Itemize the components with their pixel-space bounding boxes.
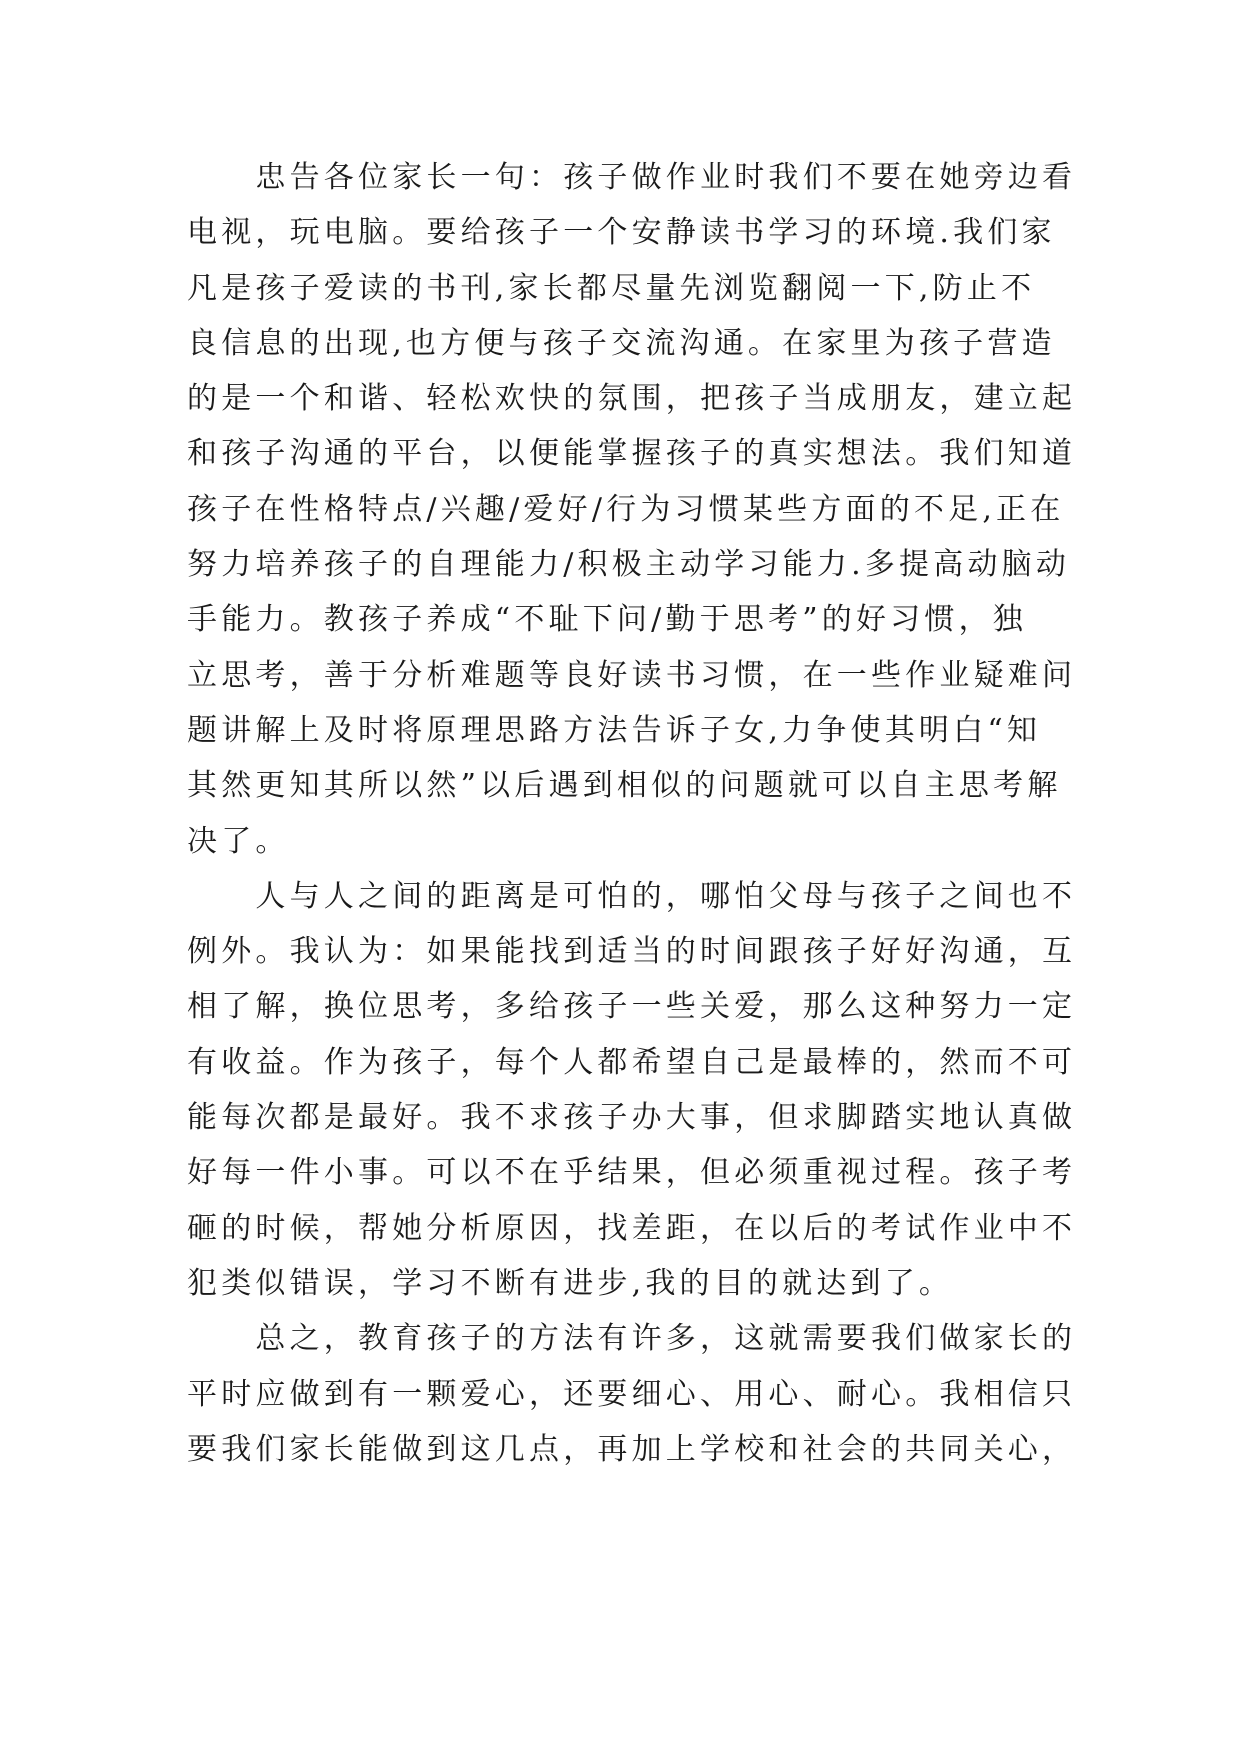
text-line: 砸的时候，帮她分析原因，找差距，在以后的考试作业中不	[187, 1210, 1077, 1246]
text-line: 要我们家长能做到这几点，再加上学校和社会的共同关心，	[187, 1431, 1077, 1467]
text-line: 立思考，善于分析难题等良好读书习惯，在一些作业疑难问	[187, 657, 1077, 693]
text-line: 有收益。作为孩子，每个人都希望自己是最棒的，然而不可	[187, 1044, 1077, 1080]
text-line: 忠告各位家长一句：孩子做作业时我们不要在她旁边看	[187, 160, 1077, 195]
text-line: 能每次都是最好。我不求孩子办大事，但求脚踏实地认真做	[187, 1100, 1077, 1136]
text-line: 的是一个和谐、轻松欢快的氛围，把孩子当成朋友，建立起	[187, 381, 1077, 417]
text-line: 孩子在性格特点/兴趣/爱好/行为习惯某些方面的不足,正在	[187, 491, 1065, 527]
text-line: 题讲解上及时将原理思路方法告诉子女,力争使其明白“知	[187, 712, 1042, 748]
text-line: 人与人之间的距离是可怕的，哪怕父母与孩子之间也不	[187, 878, 1077, 914]
text-line: 好每一件小事。可以不在乎结果，但必须重视过程。孩子考	[187, 1155, 1077, 1191]
body-text	[187, 150, 1077, 1477]
text-line: 手能力。教孩子养成“不耻下问/勤于思考”的好习惯，独	[187, 602, 1027, 638]
text-line: 总之，教育孩子的方法有许多，这就需要我们做家长的	[187, 1321, 1077, 1357]
text-line: 犯类似错误，学习不断有进步,我的目的就达到了。	[187, 1265, 954, 1301]
text-line: 和孩子沟通的平台，以便能掌握孩子的真实想法。我们知道	[187, 436, 1077, 472]
text-line: 良信息的出现,也方便与孩子交流沟通。在家里为孩子营造	[187, 325, 1056, 361]
text-line: 其然更知其所以然”以后遇到相似的问题就可以自主思考解	[187, 768, 1062, 804]
text-line: 例外。我认为：如果能找到适当的时间跟孩子好好沟通，互	[187, 934, 1077, 970]
text-line: 凡是孩子爱读的书刊,家长都尽量先浏览翻阅一下,防止不	[187, 270, 1036, 306]
text-line: 平时应做到有一颗爱心，还要细心、用心、耐心。我相信只	[187, 1376, 1077, 1412]
text-line: 努力培养孩子的自理能力/积极主动学习能力.多提高动脑动	[187, 547, 1071, 583]
text-line: 相了解，换位思考，多给孩子一些关爱，那么这种努力一定	[187, 989, 1077, 1025]
text-line: 电视，玩电脑。要给孩子一个安静读书学习的环境.我们家	[187, 215, 1056, 251]
text-line: 决了。	[187, 823, 290, 859]
